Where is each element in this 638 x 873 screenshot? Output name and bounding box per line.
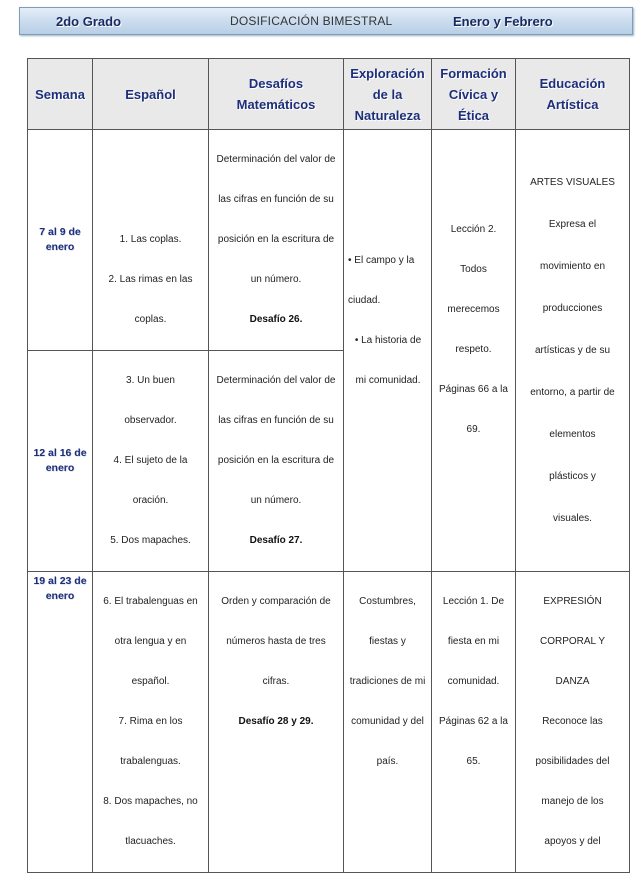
list-item: un número.: [250, 274, 302, 285]
naturaleza-cell: [344, 130, 432, 572]
list-item: las cifras en función de su: [218, 194, 334, 205]
list-item: Costumbres,: [359, 596, 416, 607]
list-item: Expresa el: [548, 219, 597, 230]
list-item: otra lengua y en: [114, 636, 187, 647]
list-item: producciones: [542, 303, 603, 314]
list-item: oración.: [132, 495, 169, 506]
list-item: Todos: [460, 263, 487, 275]
list-item: entorno, a partir de: [530, 387, 615, 398]
list-item: ciudad.: [348, 294, 381, 306]
column-header-espanol: Español: [93, 59, 209, 130]
column-header-formacion: Formación Cívica y Ética: [432, 59, 516, 130]
list-item: merecemos: [447, 303, 500, 315]
list-item: 3. Un buen: [126, 375, 175, 386]
desafio-label: Desafío 26.: [249, 314, 303, 325]
header-banner: [19, 7, 633, 35]
list-item: observador.: [124, 415, 177, 426]
list-item: cifras.: [262, 676, 290, 687]
week-cell: 12 al 16 de enero: [28, 351, 93, 572]
artistica-cell: [516, 130, 630, 572]
list-item: posibilidades del: [535, 756, 610, 767]
list-item: 4. El sujeto de la: [113, 455, 188, 466]
list-item: EXPRESIÓN: [543, 596, 602, 607]
list-item: • El campo y la: [348, 254, 415, 266]
list-item: CORPORAL Y: [539, 636, 606, 647]
list-item: visuales.: [553, 513, 592, 524]
list-item: posición en la escritura de: [217, 455, 335, 466]
list-item: Páginas 66 a la: [439, 383, 508, 395]
list-item: 8. Dos mapaches, no: [103, 796, 198, 807]
list-item: 1. Las coplas.: [119, 234, 182, 245]
list-item: coplas.: [134, 314, 167, 325]
espanol-cell: [93, 130, 209, 351]
list-item: elementos: [549, 429, 596, 440]
list-item: Lección 1. De: [442, 596, 505, 607]
table-row: [28, 572, 630, 873]
list-item: 7. Rima en los: [118, 716, 183, 727]
list-item: comunidad y del: [351, 716, 424, 727]
list-item: artísticas y de su: [534, 345, 611, 356]
list-item: respeto.: [455, 343, 492, 355]
list-item: 2. Las rimas en las: [108, 274, 193, 285]
civica-cell: [432, 130, 516, 572]
table-header-row: [28, 59, 630, 130]
list-item: Determinación del valor de: [216, 375, 336, 386]
list-item: DANZA: [555, 676, 590, 687]
months-label: Enero y Febrero: [453, 14, 553, 29]
list-item: apoyos y del: [544, 836, 601, 847]
list-item: manejo de los: [541, 796, 604, 807]
desafio-label: Desafío 27.: [249, 535, 303, 546]
math-cell: [209, 351, 344, 572]
week-cell: 19 al 23 de enero: [28, 572, 93, 873]
list-item: 69.: [466, 423, 481, 435]
list-item: fiesta en mi: [447, 636, 500, 647]
list-item: tradiciones de mi: [349, 676, 426, 687]
naturaleza-cell: [344, 572, 432, 873]
desafio-label: Desafío 28 y 29.: [238, 716, 314, 727]
list-item: 65.: [466, 756, 481, 767]
week-cell: 7 al 9 de enero: [28, 130, 93, 351]
list-item: Determinación del valor de: [216, 154, 336, 165]
list-item: país.: [376, 756, 399, 767]
list-item: un número.: [250, 495, 302, 506]
list-item: Orden y comparación de: [221, 596, 331, 607]
math-cell: [209, 572, 344, 873]
list-item: 5. Dos mapaches.: [110, 535, 191, 546]
list-item: números hasta de tres: [226, 636, 326, 647]
list-item: posición en la escritura de: [217, 234, 335, 245]
list-item: ARTES VISUALES: [530, 177, 615, 188]
column-header-semana: Semana: [28, 59, 93, 130]
list-item: Reconoce las: [542, 716, 603, 727]
espanol-cell: [93, 351, 209, 572]
list-item: español.: [131, 676, 170, 687]
list-item: mi comunidad.: [355, 374, 421, 386]
list-item: las cifras en función de su: [218, 415, 334, 426]
list-item: 6. El trabalenguas en: [103, 596, 198, 607]
list-item: Lección 2.: [450, 223, 497, 235]
list-item: tlacuaches.: [125, 836, 176, 847]
civica-cell: [432, 572, 516, 873]
list-item: comunidad.: [447, 676, 500, 687]
artistica-cell: [516, 572, 630, 873]
column-header-educacion: Educación Artística: [516, 59, 630, 130]
dosificacion-table: [27, 58, 630, 873]
document-title: DOSIFICACIÓN BIMESTRAL: [230, 14, 393, 28]
list-item: plásticos y: [549, 471, 596, 482]
list-item: trabalenguas.: [120, 756, 181, 767]
grade-label: 2do Grado: [56, 14, 122, 29]
list-item: • La historia de: [354, 334, 422, 346]
list-item: Páginas 62 a la: [439, 716, 508, 727]
list-item: movimiento en: [539, 261, 606, 272]
table-row: [28, 130, 630, 351]
column-header-exploracion: Exploración de la Naturaleza: [344, 59, 432, 130]
math-cell: [209, 130, 344, 351]
espanol-cell: [93, 572, 209, 873]
list-item: fiestas y: [369, 636, 406, 647]
column-header-desafios: Desafíos Matemáticos: [209, 59, 344, 130]
